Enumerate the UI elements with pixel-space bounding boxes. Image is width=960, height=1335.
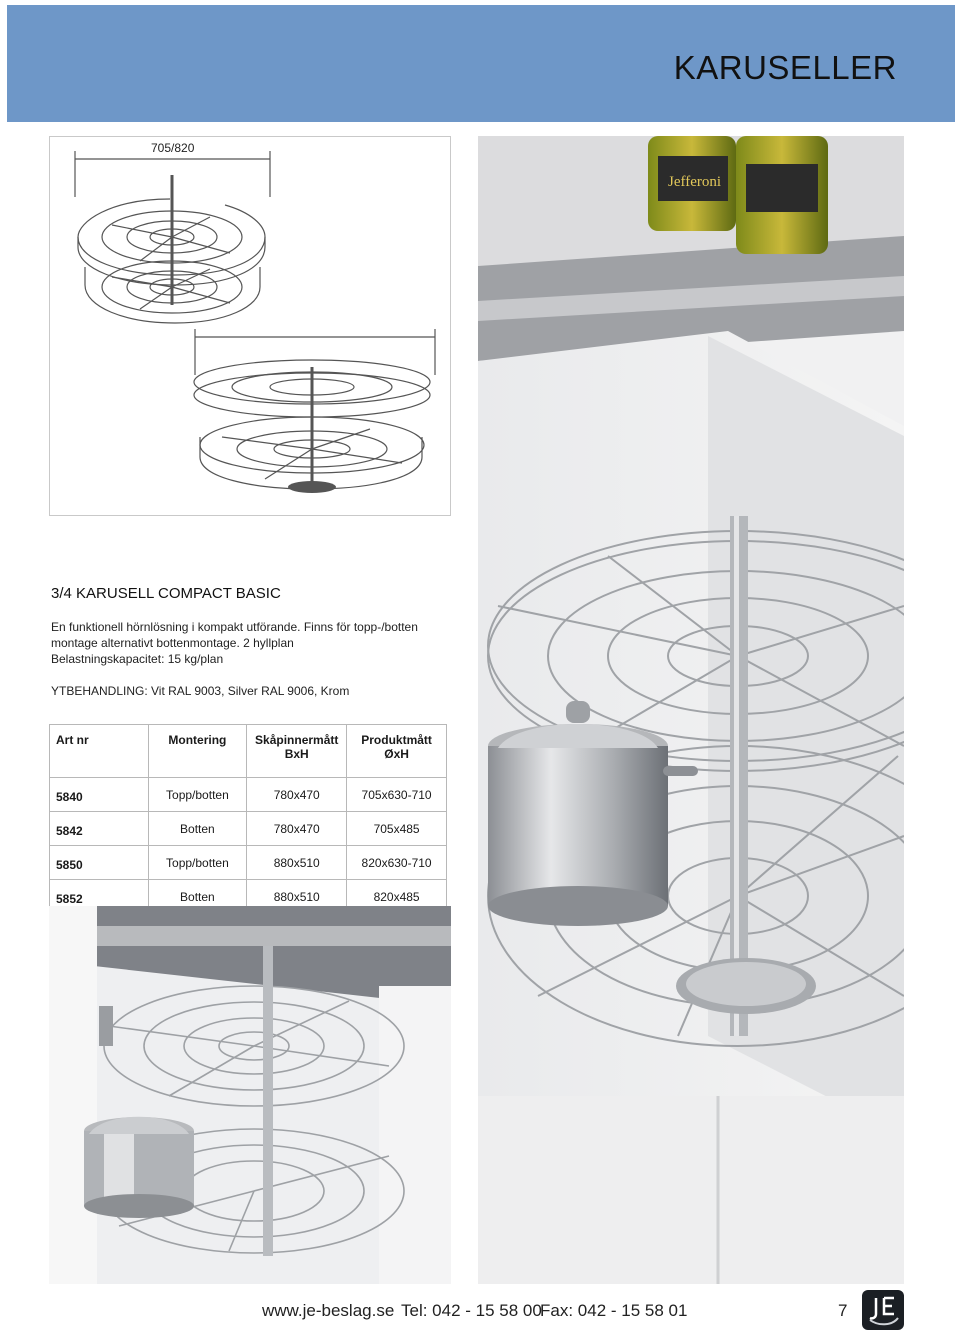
footer-phone: Tel: 042 - 15 58 00 [401, 1301, 542, 1320]
table-cell: 780x470 [247, 812, 347, 846]
product-photo-large [478, 136, 904, 1284]
table-cell: Botten [148, 880, 247, 914]
carousel-drawing [50, 137, 450, 515]
jar-label: Jefferoni [668, 174, 722, 190]
column-header: Skåpinnermått BxH [247, 725, 347, 778]
table-cell: Botten [148, 812, 247, 846]
table-cell: Topp/botten [148, 846, 247, 880]
table-cell: 5840 [50, 778, 149, 812]
footer-website[interactable]: www.je-beslag.se [262, 1301, 395, 1320]
table-cell: Topp/botten [148, 778, 247, 812]
table-cell: 705x630-710 [347, 778, 447, 812]
table-cell: 705x485 [347, 812, 447, 846]
table-cell: 820x630-710 [347, 846, 447, 880]
table-cell: 780x470 [247, 778, 347, 812]
table-cell: 880x510 [247, 846, 347, 880]
page-title: KARUSELLER [673, 49, 897, 86]
column-header: Montering [148, 725, 247, 778]
table-row [50, 846, 447, 880]
table-header-row [50, 725, 447, 778]
product-photo-small [49, 906, 451, 1284]
table-cell: 5850 [50, 846, 149, 880]
product-description [51, 619, 441, 667]
table-row [50, 812, 447, 846]
table-cell: 5852 [50, 880, 149, 914]
finish-text: YTBEHANDLING: Vit RAL 9003, Silver RAL 9006, Krom [51, 684, 350, 698]
column-header: Art nr [50, 725, 149, 778]
product-diagram [49, 136, 451, 516]
footer-fax: Fax: 042 - 15 58 01 [540, 1301, 688, 1320]
je-logo-icon [862, 1290, 904, 1330]
dimension-label: 705/820 [151, 141, 195, 155]
page-number: 7 [838, 1301, 848, 1320]
table-row [50, 778, 447, 812]
table-cell: 880x510 [247, 880, 347, 914]
page-header [7, 5, 955, 122]
spec-table [49, 724, 447, 914]
column-header: Produktmått ØxH [347, 725, 447, 778]
table-cell: 820x485 [347, 880, 447, 914]
description-line: En funktionell hörnlösning i kompakt utförande. Finns för topp-/botten [51, 620, 418, 634]
product-title: 3/4 KARUSELL COMPACT BASIC [51, 585, 281, 602]
description-line: montage alternativt bottenmontage. 2 hyllplan [51, 636, 294, 650]
table-cell: 5842 [50, 812, 149, 846]
description-line: Belastningskapacitet: 15 kg/plan [51, 652, 224, 666]
